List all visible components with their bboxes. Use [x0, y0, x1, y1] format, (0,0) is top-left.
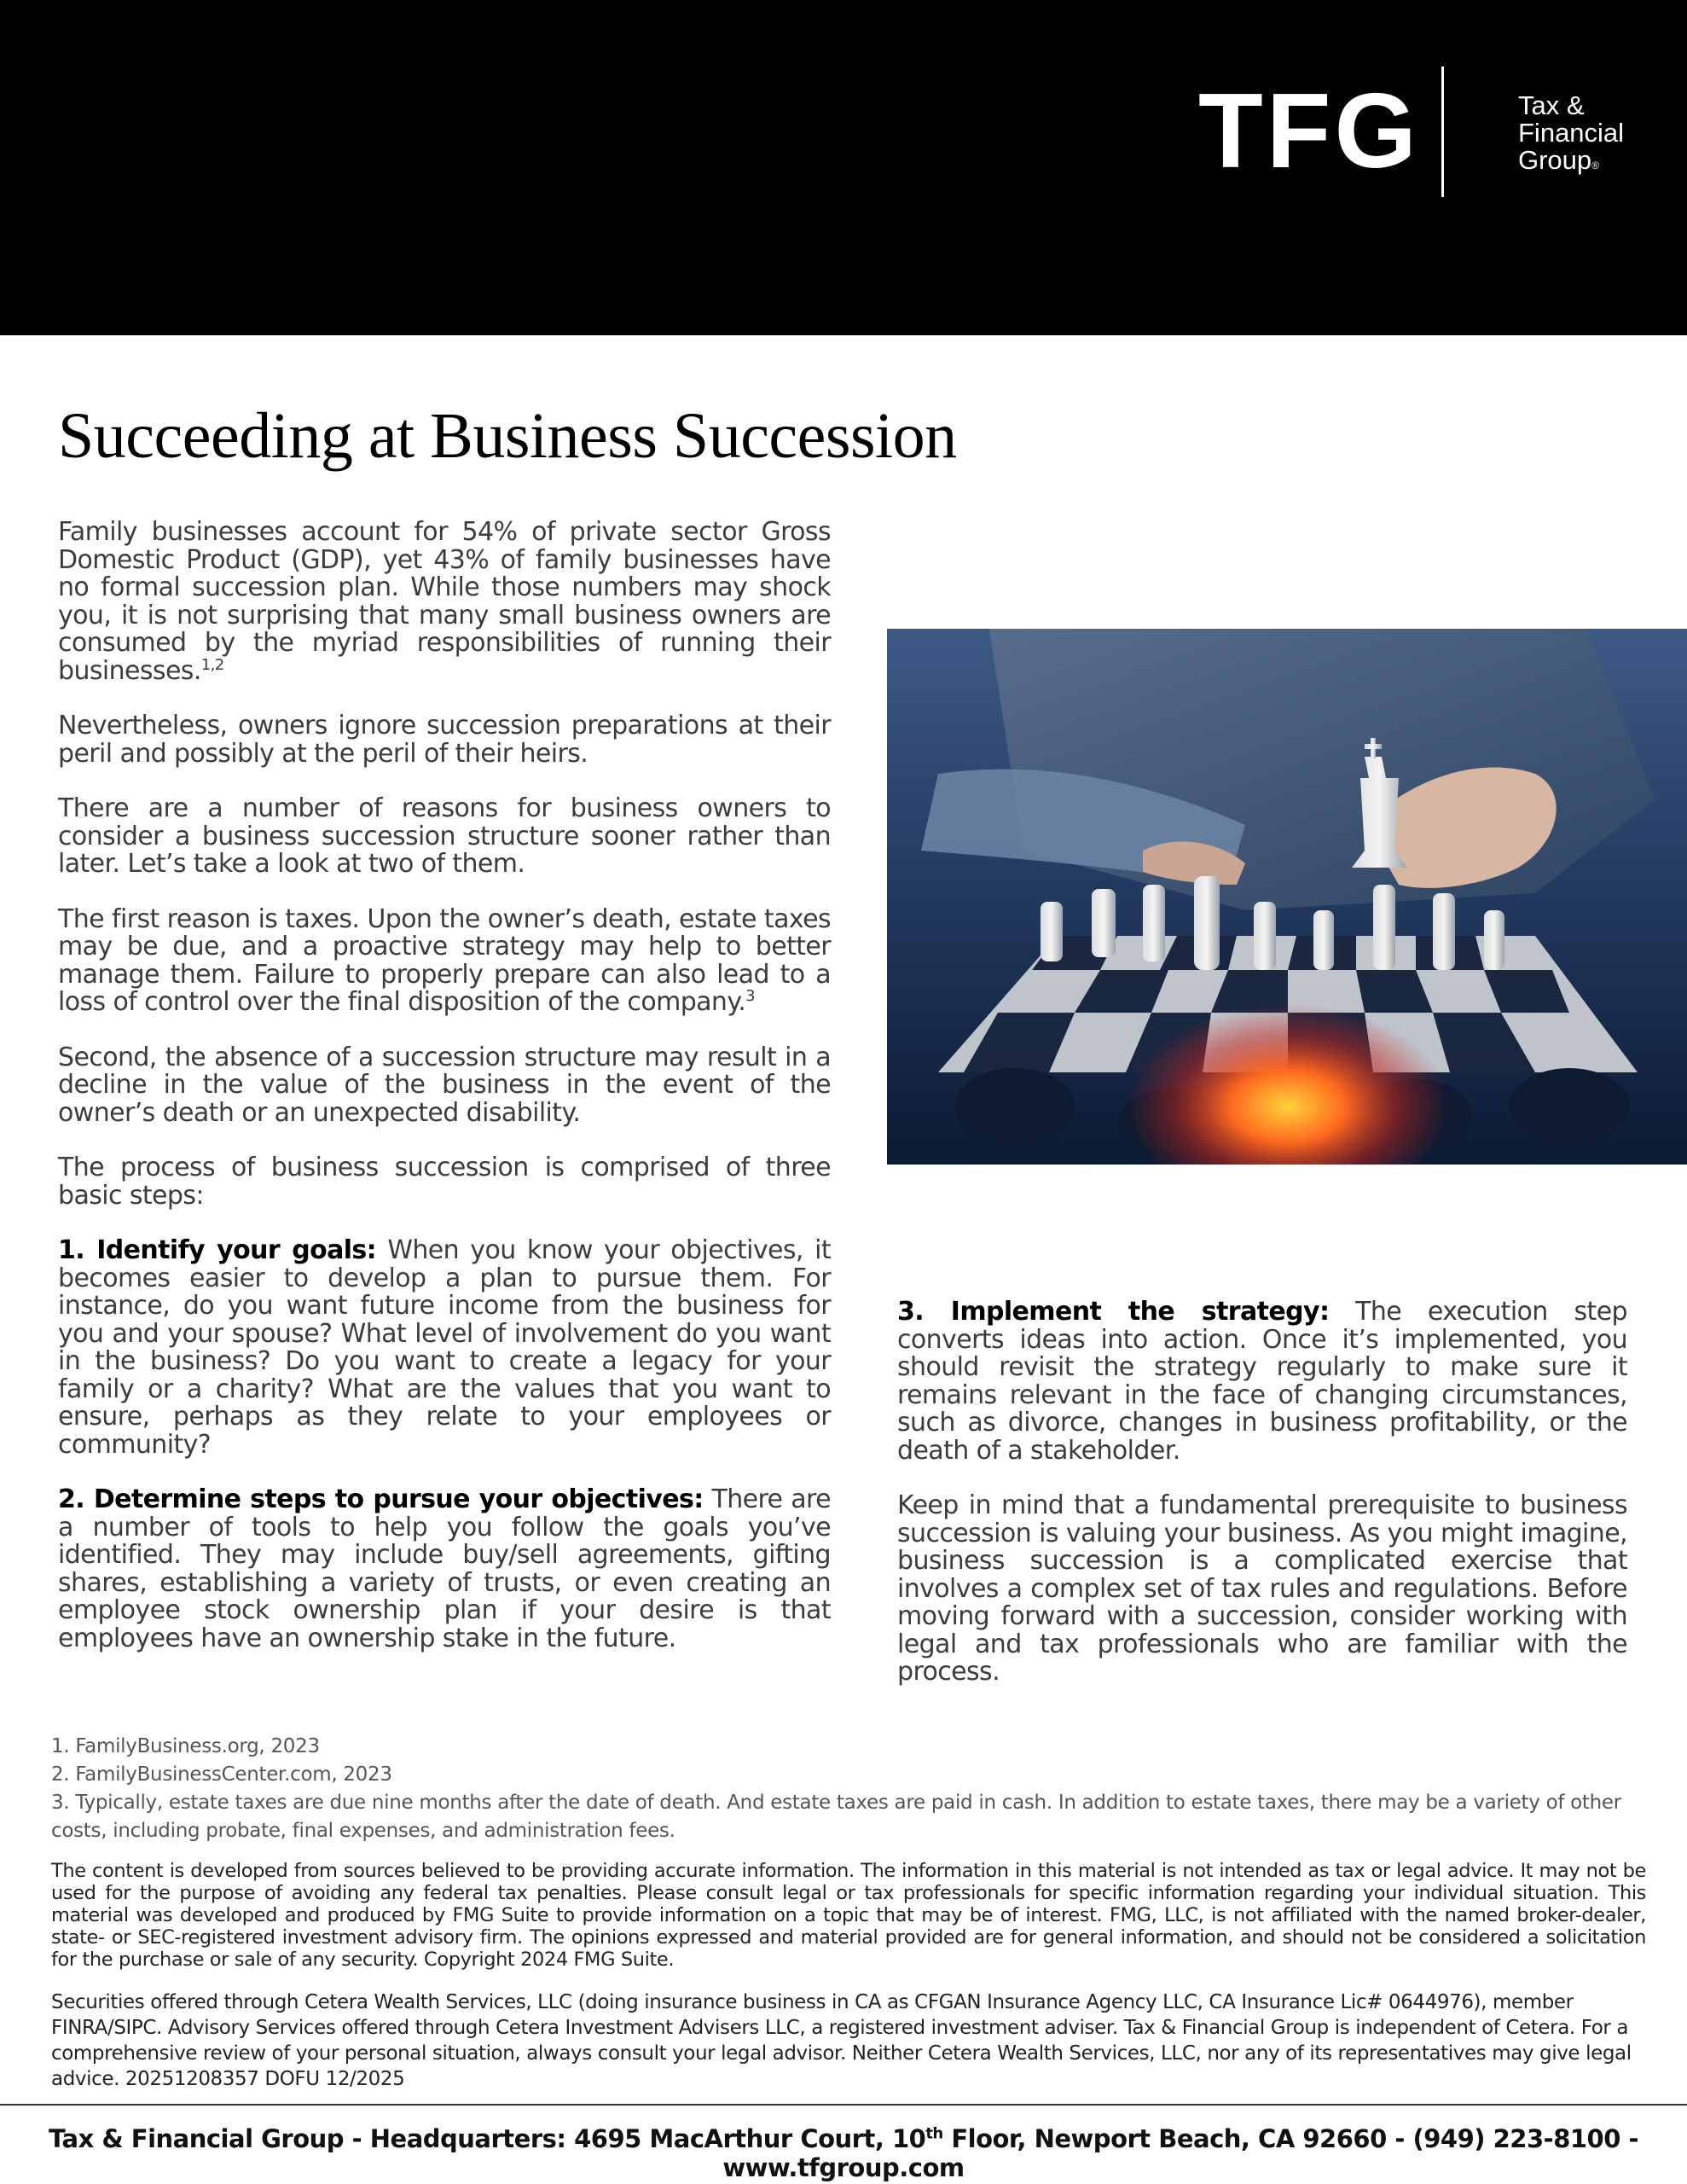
paragraph-peril: Nevertheless, owners ignore succession preparations at their peril and possibly at the peril of their heirs.	[58, 711, 831, 769]
logo-divider	[1441, 67, 1444, 197]
company-name-logo	[1518, 92, 1624, 179]
chess-illustration	[887, 629, 1687, 1165]
footnotes	[51, 1733, 1638, 1845]
step-1-text: When you know your objectives, it becomes easier to develop a plan to pursue them. For instance, do you want future income from the business for you and your spouse? What level of involvement do you want in the business? Do you want to create a legacy for your family or a charity? What are the values that you want to ensure, perhaps as they relate to your employees or community?	[58, 1235, 831, 1460]
logo-line-2: Financial	[1518, 118, 1625, 148]
footnote-2: 2. FamilyBusinessCenter.com, 2023	[51, 1763, 392, 1786]
footnote-1: 1. FamilyBusiness.org, 2023	[51, 1735, 320, 1757]
header-band	[0, 0, 1687, 335]
logo-line-3	[1518, 147, 1624, 179]
footer-ordinal: th	[925, 2124, 943, 2143]
chess-photo	[887, 629, 1687, 1165]
securities-disclosure: Securities offered through Cetera Wealth Services, LLC (doing insurance business in CA as CFGAN Insurance Agency LLC, CA Insurance Lic# 0644976), member FINRA/SIPC. Advisory Services offered through Cetera Investment Advisers LLC, a registered investment adviser. Tax & Financial Group is independent of Cetera. For a comprehensive review of your personal situation, always consult your legal advisor. Neither Cetera Wealth Services, LLC, nor any of its representatives may give legal advice. 20251208357 DOFU 12/2025	[51, 1991, 1632, 2090]
intro-text: Family businesses account for 54% of private sector Gross Domestic Product (GDP), yet 43% of family businesses have no formal succession plan. While those numbers may shock you, it is not surprising that many small business owners are consumed by the myriad responsibilities of running their businesses.	[58, 517, 831, 686]
step-3-heading: 3. Implement the strategy:	[897, 1297, 1330, 1327]
paragraph-process: The process of business succession is comprised of three basic steps:	[58, 1153, 831, 1211]
step-2-text: There are a number of tools to help you follow the goals you’ve identified. They may include buy/sell agreements, gifting shares, establishing a variety of trusts, or even creating an employee stock ownership plan if your desire is that employees have an ownership stake in the future.	[58, 1484, 831, 1653]
step-1	[58, 1237, 831, 1459]
footnote-ref-1-2: 1,2	[200, 655, 224, 674]
step-2-heading: 2. Determine steps to pursue your objectives:	[58, 1484, 704, 1514]
step-1-heading: 1. Identify your goals:	[58, 1235, 377, 1265]
paragraph-reasons: There are a number of reasons for business owners to consider a business succession structure sooner rather than later. Let’s take a look at two of them.	[58, 793, 831, 879]
footnote-ref-3: 3	[745, 987, 756, 1005]
taxes-text: The first reason is taxes. Upon the owner’s death, estate taxes may be due, and a proactive strategy may help to better manage them. Failure to properly prepare can also lead to a loss of control over the final disposition of the company.	[58, 903, 831, 1017]
paragraph-taxes	[58, 903, 831, 1017]
intro-paragraph	[58, 519, 831, 685]
footer-address-start: Tax & Financial Group - Headquarters: 4695 MacArthur Court, 10	[48, 2124, 926, 2153]
disclaimer: The content is developed from sources believed to be providing accurate information. The information in this material is not intended as tax or legal advice. It may not be used for the purpose of avoiding any federal tax penalties. Please consult legal or tax professionals for specific information regarding your individual situation. This material was developed and produced by FMG Suite to provide information on a topic that may be of interest. FMG, LLC, is not affiliated with the named broker-dealer, state- or SEC-registered investment advisory firm. The opinions expressed and material provided are for general information, and should not be considered a solicitation for the purchase or sale of any security. Copyright 2024 FMG Suite.	[51, 1860, 1646, 1971]
step-3	[897, 1298, 1627, 1465]
page-title: Succeeding at Business Succession	[58, 400, 957, 472]
footer-address-end: Floor, Newport Beach, CA 92660 - (949) 223-8100 - www.tfgroup.com	[722, 2124, 1639, 2182]
closing-paragraph: Keep in mind that a fundamental prerequisite to business succession is valuing your business. As you might imagine, business succession is a complicated exercise that involves a complex set of tax rules and regulations. Before moving forward with a succession, consider working with legal and tax professionals who are familiar with the process.	[897, 1490, 1627, 1687]
registered-mark: ®	[1591, 160, 1600, 171]
left-column	[58, 519, 831, 1680]
logo-line-3-text: Group	[1518, 145, 1592, 175]
tfg-logo: TFG	[1198, 73, 1420, 190]
logo-line-1: Tax &	[1518, 90, 1585, 120]
step-3-text: The execution step converts ideas into action. Once it’s implemented, you should revisit the strategy regularly to make sure it remains relevant in the face of changing circumstances, such as divorce, changes in business profitability, or the death of a stakeholder.	[897, 1297, 1627, 1466]
footer-address	[0, 2124, 1687, 2182]
paragraph-decline: Second, the absence of a succession structure may result in a decline in the value of the business in the event of the owner’s death or an unexpected disability.	[58, 1042, 831, 1128]
step-2	[58, 1486, 831, 1653]
right-column	[897, 1298, 1627, 1714]
footnote-3: 3. Typically, estate taxes are due nine months after the date of death. And estate taxes are paid in cash. In addition to estate taxes, there may be a variety of other costs, including probate, final expenses, and administration fees.	[51, 1792, 1621, 1842]
footer-divider	[0, 2104, 1687, 2106]
